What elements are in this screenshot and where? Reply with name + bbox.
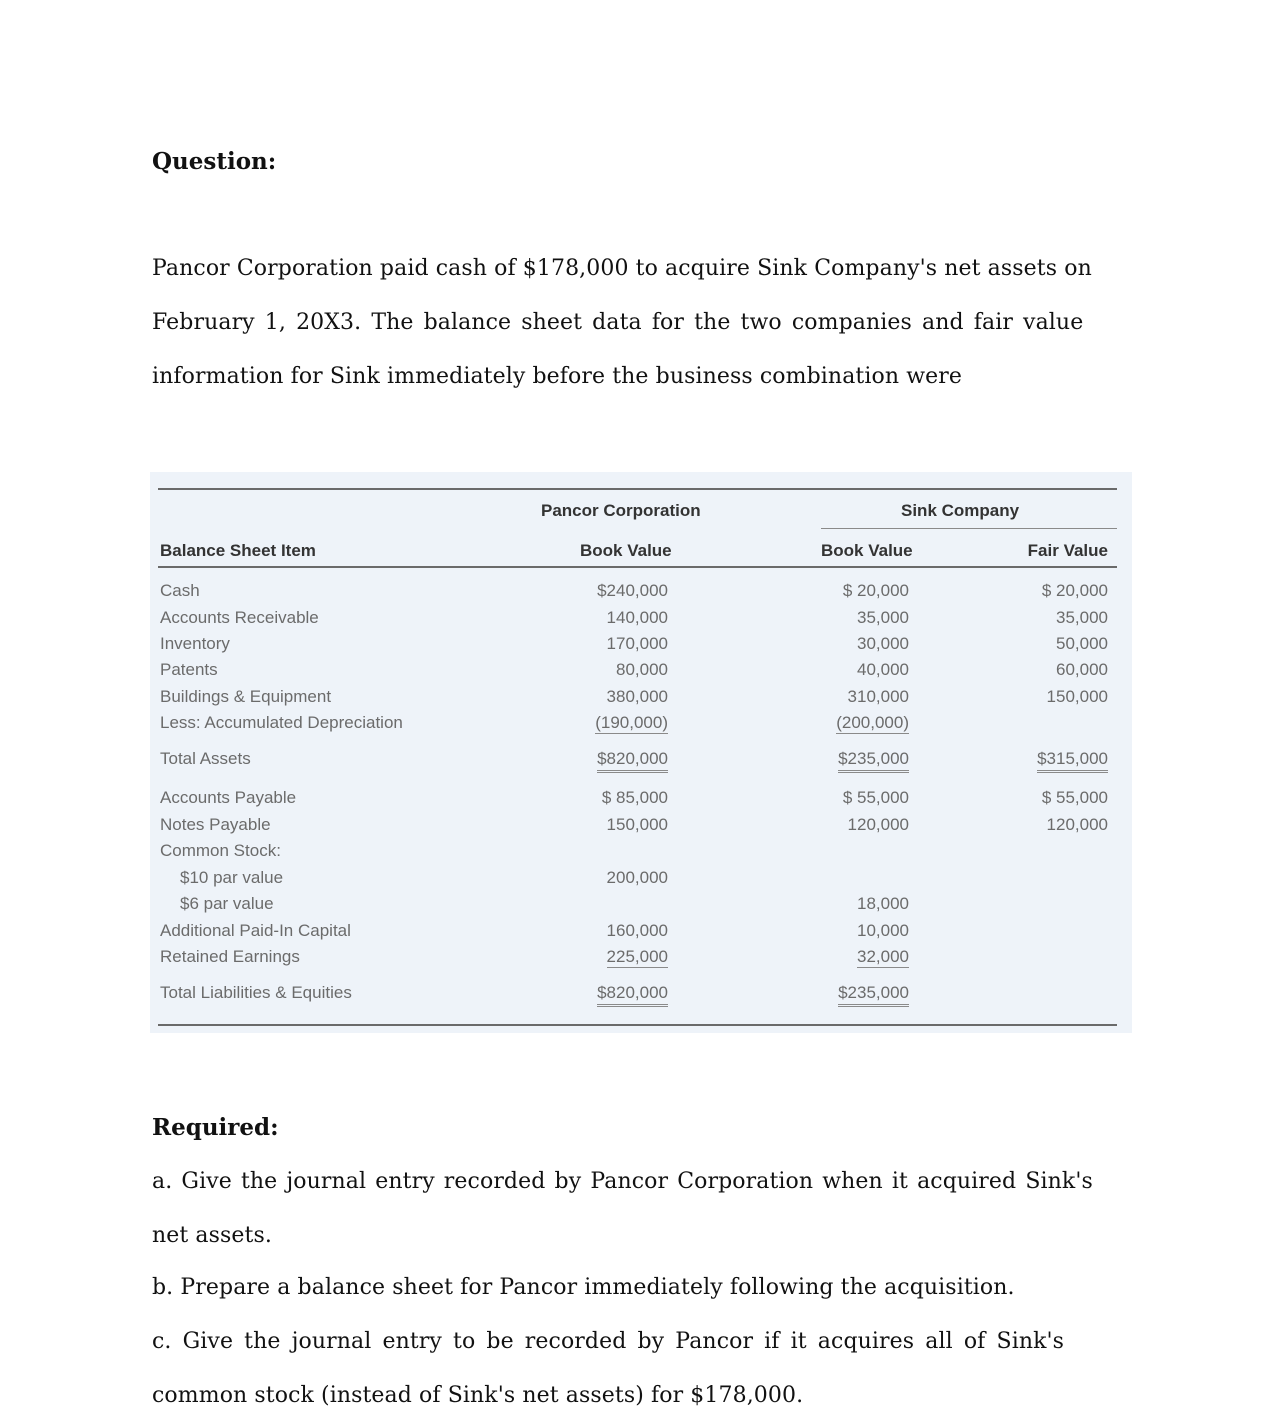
cell-apic-pancor: 160,000 (606, 921, 668, 940)
required-b-line: b. Prepare a balance sheet for Pancor immediately following the acquisition. (152, 1275, 1015, 1300)
row-label-total-liabilities-equities: Total Liabilities & Equities (160, 983, 352, 1002)
col-header-pancor-book: Book Value (580, 541, 672, 560)
cell-6-par-sink-book: 18,000 (857, 894, 909, 913)
row-label-patents: Patents (160, 660, 218, 679)
cell-total-le-sink-book: $235,000 (838, 983, 909, 1007)
group-header-sink: Sink Company (901, 501, 1020, 520)
balance-sheet-figure (150, 472, 1132, 1033)
cell-inventory-pancor: 170,000 (606, 634, 668, 653)
cell-total-assets-pancor: $820,000 (597, 749, 668, 773)
cell-ap-pancor: $ 85,000 (601, 788, 668, 807)
intro-line-3: information for Sink immediately before the business combination were (152, 364, 962, 389)
row-label-common-stock: Common Stock: (160, 841, 281, 860)
cell-np-sink-fair: 120,000 (1046, 815, 1108, 834)
table-top-rule (158, 488, 1117, 490)
cell-depreciation-pancor: (190,000) (595, 713, 668, 732)
row-label-apic: Additional Paid-In Capital (160, 921, 351, 940)
group-header-pancor: Pancor Corporation (541, 501, 701, 520)
row-label-6-par: $6 par value (180, 894, 274, 913)
cell-buildings-pancor: 380,000 (606, 687, 668, 706)
cell-patents-pancor: 80,000 (616, 660, 668, 679)
row-label-total-assets: Total Assets (160, 749, 251, 768)
cell-patents-sink-fair: 60,000 (1056, 660, 1108, 679)
row-label-retained-earnings: Retained Earnings (160, 947, 300, 966)
cell-patents-sink-book: 40,000 (857, 660, 909, 679)
col-header-sink-fair: Fair Value (1027, 541, 1108, 560)
required-c-line-1: c. Give the journal entry to be recorded by Pancor if it acquires all of Sink's (152, 1329, 1065, 1354)
sink-group-rule (821, 528, 1117, 529)
intro-line-2: February 1, 20X3. The balance sheet data for the two companies and fair value (152, 310, 1084, 335)
cell-ar-sink-book: 35,000 (857, 608, 909, 627)
row-label-buildings-equipment: Buildings & Equipment (160, 687, 332, 706)
cell-cash-sink-book: $ 20,000 (842, 581, 909, 600)
cell-10-par-pancor: 200,000 (606, 868, 668, 887)
cell-inventory-sink-book: 30,000 (857, 634, 909, 653)
question-heading: Question: (152, 148, 277, 175)
balance-sheet-table (158, 472, 1125, 1033)
cell-total-le-pancor: $820,000 (597, 983, 668, 1007)
cell-ap-sink-book: $ 55,000 (842, 788, 909, 807)
col-header-item: Balance Sheet Item (160, 541, 316, 560)
cell-total-assets-sink-fair: $315,000 (1037, 749, 1108, 773)
required-a-line-1: a. Give the journal entry recorded by Pancor Corporation when it acquired Sink's (152, 1169, 1093, 1194)
cell-cash-sink-fair: $ 20,000 (1041, 581, 1108, 600)
row-label-accounts-receivable: Accounts Receivable (160, 608, 319, 627)
row-label-cash: Cash (160, 581, 200, 600)
header-bottom-rule (158, 566, 1117, 568)
cell-re-pancor: 225,000 (606, 947, 668, 966)
required-heading: Required: (152, 1114, 279, 1141)
required-c-line-2: common stock (instead of Sink's net assets) for $178,000. (152, 1383, 804, 1408)
cell-ap-sink-fair: $ 55,000 (1041, 788, 1108, 807)
cell-cash-pancor: $240,000 (597, 581, 668, 600)
cell-re-sink-book: 32,000 (857, 947, 909, 966)
cell-np-sink-book: 120,000 (847, 815, 909, 834)
cell-buildings-sink-fair: 150,000 (1046, 687, 1108, 706)
row-label-inventory: Inventory (160, 634, 230, 653)
cell-apic-sink-book: 10,000 (857, 921, 909, 940)
cell-ar-sink-fair: 35,000 (1056, 608, 1108, 627)
row-label-accumulated-depreciation: Less: Accumulated Depreciation (160, 713, 403, 732)
cell-depreciation-sink-book: (200,000) (836, 713, 909, 732)
cell-ar-pancor: 140,000 (606, 608, 668, 627)
cell-np-pancor: 150,000 (606, 815, 668, 834)
table-bottom-rule (158, 1024, 1117, 1026)
col-header-sink-book: Book Value (821, 541, 913, 560)
cell-inventory-sink-fair: 50,000 (1056, 634, 1108, 653)
row-label-10-par: $10 par value (180, 868, 284, 887)
intro-line-1: Pancor Corporation paid cash of $178,000 to acquire Sink Company's net assets on (152, 256, 1092, 281)
row-label-notes-payable: Notes Payable (160, 815, 271, 834)
cell-total-assets-sink-book: $235,000 (838, 749, 909, 773)
required-a-line-2: net assets. (152, 1223, 272, 1248)
row-label-accounts-payable: Accounts Payable (160, 788, 297, 807)
cell-buildings-sink-book: 310,000 (847, 687, 909, 706)
